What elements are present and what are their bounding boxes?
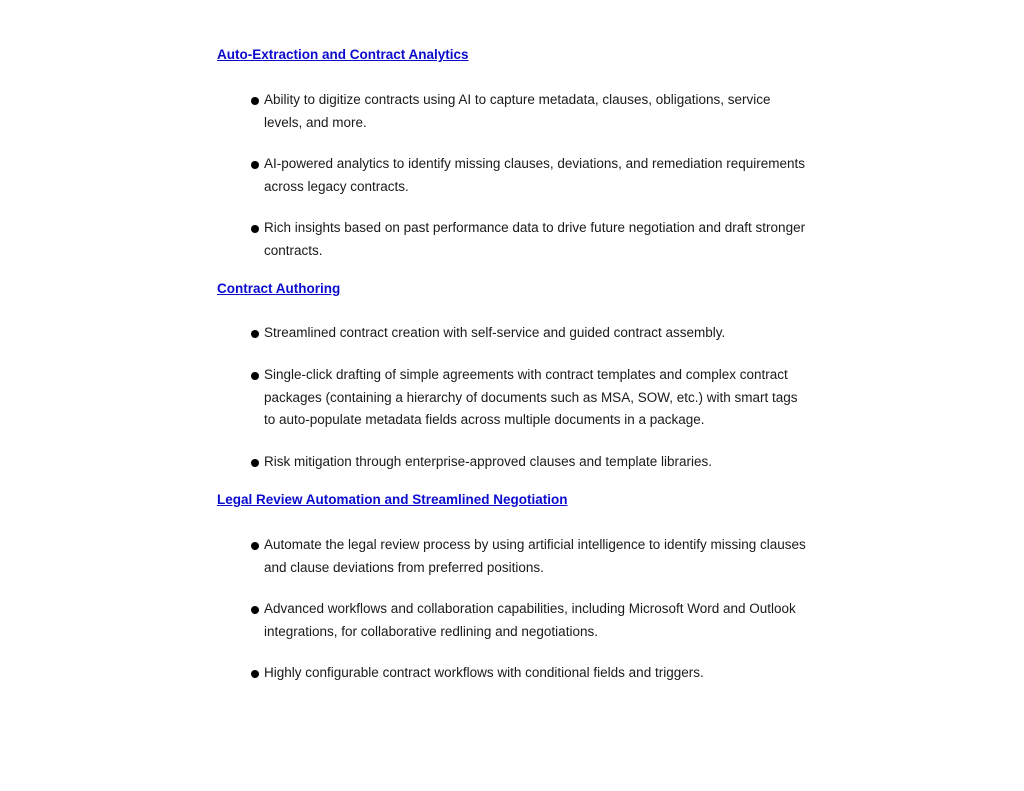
bullet-icon — [251, 372, 259, 380]
list-item — [251, 662, 811, 685]
list-item-text: Automate the legal review process by using artificial intelligence to identify missing clauses and clause deviations from preferred positions. — [264, 537, 806, 575]
bullet-icon — [251, 670, 259, 678]
list-item — [251, 322, 811, 345]
list-item — [251, 153, 811, 198]
bullet-icon — [251, 606, 259, 614]
bullet-icon — [251, 161, 259, 169]
list-item — [251, 451, 811, 474]
list-item-text: Highly configurable contract workflows with conditional fields and triggers. — [264, 665, 704, 680]
list-item — [251, 217, 811, 262]
bullet-icon — [251, 97, 259, 105]
bullet-icon — [251, 330, 259, 338]
section-heading-contract-authoring[interactable]: Contract Authoring — [217, 281, 341, 296]
section-heading-legal-review[interactable]: Legal Review Automation and Streamlined Negotiation — [217, 492, 568, 507]
list-item-text: Ability to digitize contracts using AI to capture metadata, clauses, obligations, service levels, and more. — [264, 92, 771, 130]
list-item-text: Rich insights based on past performance data to drive future negotiation and draft stronger contracts. — [264, 220, 806, 258]
list-item — [251, 364, 811, 432]
bullet-icon — [251, 459, 259, 467]
list-item-text: Advanced workflows and collaboration capabilities, including Microsoft Word and Outlook integrations, for collaborative redlining and negotiations. — [264, 601, 796, 639]
list-item — [251, 89, 811, 134]
bullet-icon — [251, 225, 259, 233]
bullet-icon — [251, 542, 259, 550]
list-item-text: Single-click drafting of simple agreements with contract templates and complex contract packages (containing a hierarchy of documents such as MSA, SOW, etc.) with smart tags to auto-populate metadata fields across multiple documents in a package. — [264, 367, 798, 427]
list-item — [251, 598, 811, 643]
section-heading-auto-extraction[interactable]: Auto-Extraction and Contract Analytics — [217, 47, 469, 62]
list-item — [251, 534, 811, 579]
list-item-text: Risk mitigation through enterprise-approved clauses and template libraries. — [264, 454, 712, 469]
list-item-text: AI-powered analytics to identify missing clauses, deviations, and remediation requirements across legacy contracts. — [264, 156, 806, 194]
list-item-text: Streamlined contract creation with self-service and guided contract assembly. — [264, 325, 726, 340]
